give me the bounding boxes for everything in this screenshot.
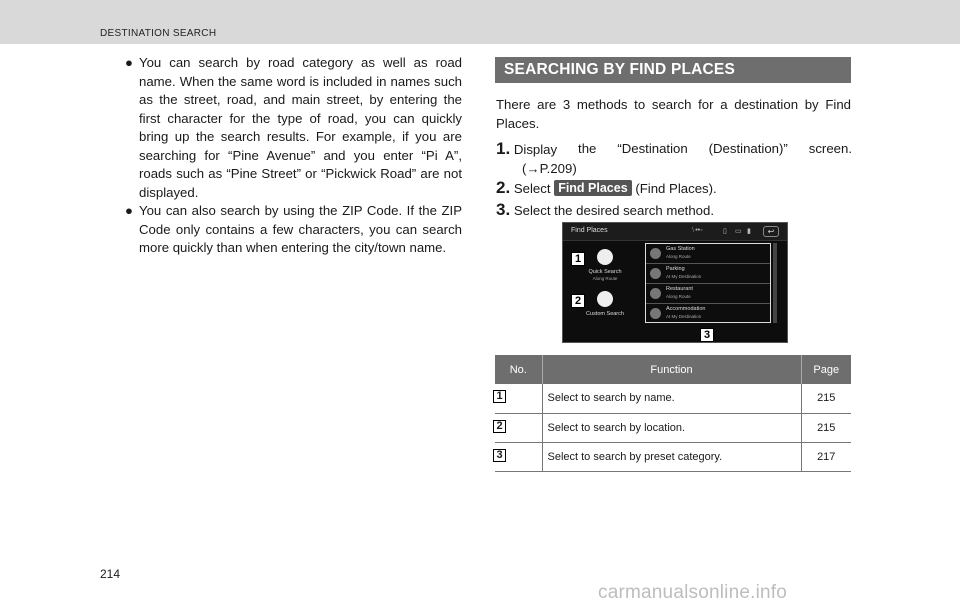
- left-column: [125, 54, 462, 258]
- tile-sublabel: Along Route: [592, 276, 618, 281]
- table-cell-page: 215: [801, 413, 851, 442]
- step-number: 1.: [496, 139, 511, 158]
- section-intro: There are 3 methods to search for a destination by Find Places.: [496, 97, 851, 131]
- restaurant-icon: [650, 288, 661, 299]
- table-cell-page: 217: [801, 442, 851, 471]
- step-number: 2.: [496, 178, 511, 197]
- find-places-screenshot: [562, 222, 788, 343]
- step-text: the: [578, 141, 597, 156]
- table-cell-function: Select to search by location.: [542, 413, 801, 442]
- list-item-sub: At My Destination: [666, 314, 702, 319]
- scrollbar[interactable]: [773, 243, 777, 323]
- table-cell-function: Select to search by preset category.: [542, 442, 801, 471]
- table-row: [495, 413, 851, 442]
- quick-search-button[interactable]: [573, 243, 637, 291]
- tile-label: Custom Search: [586, 311, 624, 317]
- section-heading: [495, 57, 851, 83]
- list-item[interactable]: [646, 244, 770, 264]
- signal-icon: ᛊ••◦: [691, 227, 703, 234]
- header-bar: [0, 0, 960, 44]
- table-header: Page: [801, 355, 851, 384]
- table-cell-page: 215: [801, 384, 851, 413]
- list-item-sub: At My Destination: [666, 274, 702, 279]
- step-text: Select the desired search method.: [513, 203, 714, 218]
- row-number-badge: 1: [493, 390, 506, 403]
- section-heading-text: SEARCHING BY FIND PLACES: [504, 61, 736, 78]
- status-icon: ▭: [735, 228, 742, 235]
- list-item-name: Gas Station: [666, 246, 695, 252]
- table-row: [495, 442, 851, 471]
- location-pin-icon: [597, 249, 613, 265]
- bullet-icon: ●: [125, 55, 133, 70]
- row-number-badge: 2: [493, 420, 506, 433]
- header-title: DESTINATION SEARCH: [100, 28, 217, 39]
- status-icon: ▯: [723, 228, 727, 235]
- step-text: Select: [513, 181, 551, 196]
- bullet-item: [125, 54, 462, 202]
- screen-header: [563, 223, 787, 241]
- step-text: “Destination: [617, 141, 688, 156]
- step-text: screen.: [808, 141, 852, 156]
- step-number: 3.: [496, 200, 511, 219]
- callout-badge: 3: [700, 328, 714, 342]
- back-icon[interactable]: ↩: [763, 226, 779, 237]
- step-1: [496, 139, 852, 178]
- step-2: [496, 178, 717, 198]
- gas-station-icon: [650, 248, 661, 259]
- status-icon: ▮: [747, 228, 751, 235]
- tile-label: Quick Search: [588, 269, 622, 275]
- watermark: carmanualsonline.info: [598, 582, 788, 603]
- list-item-sub: Along Route: [666, 294, 691, 299]
- table-header: No.: [495, 355, 542, 384]
- screen-title: Find Places: [571, 227, 608, 234]
- step-text: (Destination)”: [708, 141, 788, 156]
- table-row: [495, 384, 851, 413]
- accommodation-icon: [650, 308, 661, 319]
- bullet-item: [125, 202, 462, 258]
- list-item-name: Restaurant: [666, 286, 693, 292]
- location-heart-icon: [597, 291, 613, 307]
- list-item-name: Parking: [666, 266, 685, 272]
- list-item-name: Accommodation: [666, 306, 706, 312]
- custom-search-button[interactable]: [573, 285, 637, 333]
- bullet-icon: ●: [125, 203, 133, 218]
- list-item[interactable]: [646, 284, 770, 304]
- callout-badge: 1: [571, 252, 585, 266]
- list-item[interactable]: [646, 304, 770, 324]
- step-3: [496, 200, 714, 220]
- page-number: 214: [100, 567, 121, 581]
- function-table: [495, 355, 851, 472]
- bullet-text: You can also search by using the ZIP Code. If the ZIP Code only contains a few characters, you can search more quickly than when entering the city/town name.: [139, 203, 462, 255]
- step-text: Display: [513, 142, 558, 157]
- bullet-text: You can search by road category as well as road name. When the same word is included in names such as the street, road, and main street, by entering the first character for the type of road, you can quickly bring up the search results. For example, if you are searching for “Pine Avenue” and you enter “Pi A”, roads such as “Pine Street” or “Pickwick Road” are not displayed.: [139, 55, 462, 200]
- step-text: (Find Places).: [635, 181, 717, 196]
- category-list: [645, 243, 771, 323]
- list-item[interactable]: [646, 264, 770, 284]
- table-cell-function: Select to search by name.: [542, 384, 801, 413]
- step-reference: (→P.209): [522, 161, 577, 176]
- row-number-badge: 3: [493, 449, 506, 462]
- table-header: Function: [542, 355, 801, 384]
- parking-icon: [650, 268, 661, 279]
- callout-badge: 2: [571, 294, 585, 308]
- list-item-sub: Along Route: [666, 254, 691, 259]
- find-places-button[interactable]: Find Places: [554, 180, 631, 196]
